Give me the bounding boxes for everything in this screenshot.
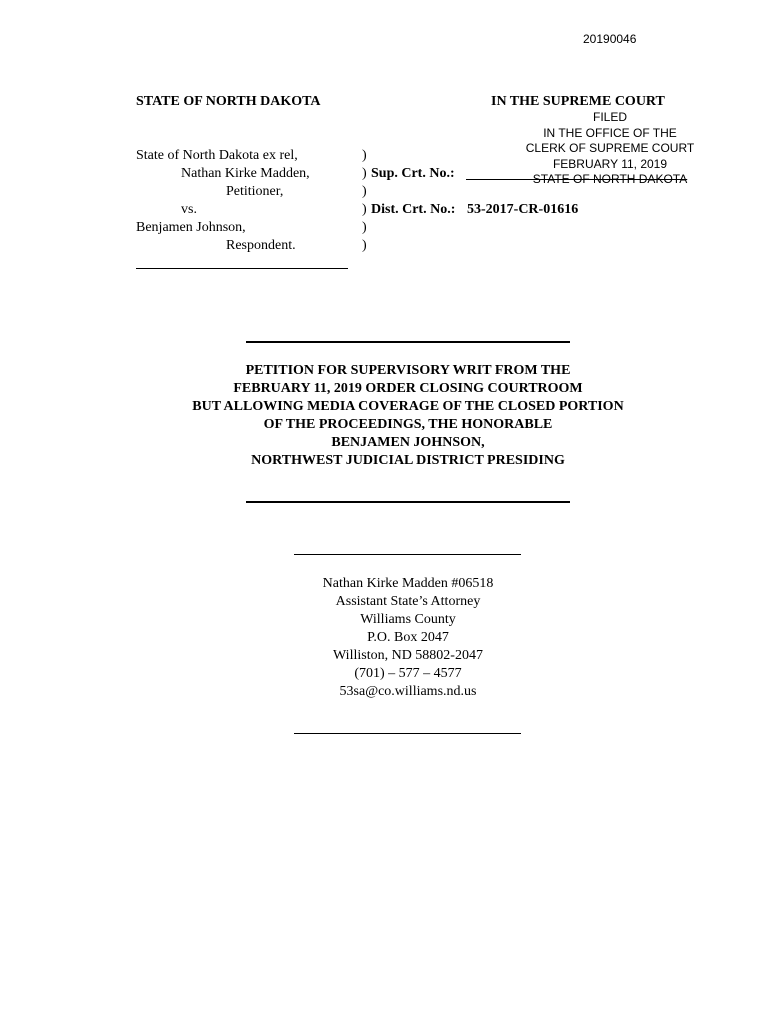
petition-title-line: OF THE PROCEEDINGS, THE HONORABLE: [263, 417, 553, 432]
court-heading: IN THE SUPREME COURT: [491, 94, 665, 109]
document-number: 20190046: [583, 32, 637, 46]
petition-title-line: NORTHWEST JUDICIAL DISTRICT PRESIDING: [251, 453, 565, 468]
petition-title-line: PETITION FOR SUPERVISORY WRIT FROM THE: [245, 363, 571, 378]
caption-paren: ): [362, 238, 367, 253]
sup-crt-label: Sup. Crt. No.:: [371, 166, 455, 181]
state-heading: STATE OF NORTH DAKOTA: [136, 94, 321, 109]
attorney-position: Assistant State’s Attorney: [335, 594, 481, 609]
attorney-email: 53sa@co.williams.nd.us: [339, 684, 477, 699]
caption-party1-line1: State of North Dakota ex rel,: [136, 148, 298, 163]
caption-party1-line2: Nathan Kirke Madden,: [181, 166, 310, 181]
filed-stamp-line: STATE OF NORTH DAKOTA: [532, 172, 688, 186]
filed-stamp-line: IN THE OFFICE OF THE: [543, 125, 677, 140]
attorney-name: Nathan Kirke Madden #06518: [322, 576, 494, 591]
sup-crt-number-blank: [466, 179, 626, 180]
attorney-city: Williston, ND 58802-2047: [333, 648, 483, 663]
petition-title-line: BUT ALLOWING MEDIA COVERAGE OF THE CLOSED PORTION: [192, 399, 624, 414]
petition-title-line: FEBRUARY 11, 2019 ORDER CLOSING COURTROOM: [233, 381, 583, 396]
filed-stamp-line: FEBRUARY 11, 2019: [552, 156, 668, 171]
petition-title: [120, 362, 696, 470]
title-rule-top: [246, 341, 570, 343]
petition-title-line: BENJAMEN JOHNSON,: [331, 435, 485, 450]
caption-versus: vs.: [181, 202, 197, 217]
attorney-rule-top: [294, 554, 521, 555]
caption-respondent: Respondent.: [226, 238, 296, 253]
caption-paren: ): [362, 184, 367, 199]
filed-stamp-line: CLERK OF SUPREME COURT: [525, 141, 695, 155]
title-rule-bottom: [246, 501, 570, 503]
caption-paren: ): [362, 220, 367, 235]
dist-crt-label: Dist. Crt. No.:: [371, 202, 456, 217]
dist-crt-number: 53-2017-CR-01616: [467, 202, 579, 217]
attorney-county: Williams County: [360, 612, 456, 627]
caption-divider: [136, 268, 348, 269]
filed-stamp: [520, 110, 700, 188]
caption-paren: ): [362, 166, 367, 181]
filed-stamp-line: FILED: [592, 110, 627, 124]
attorney-rule-bottom: [294, 733, 521, 734]
attorney-block: [250, 575, 566, 701]
caption-paren: ): [362, 202, 367, 217]
caption-paren: ): [362, 148, 367, 163]
caption-party2: Benjamen Johnson,: [136, 220, 246, 235]
attorney-po-box: P.O. Box 2047: [367, 630, 449, 645]
attorney-phone: (701) – 577 – 4577: [354, 666, 462, 681]
caption-petitioner: Petitioner,: [226, 184, 284, 199]
